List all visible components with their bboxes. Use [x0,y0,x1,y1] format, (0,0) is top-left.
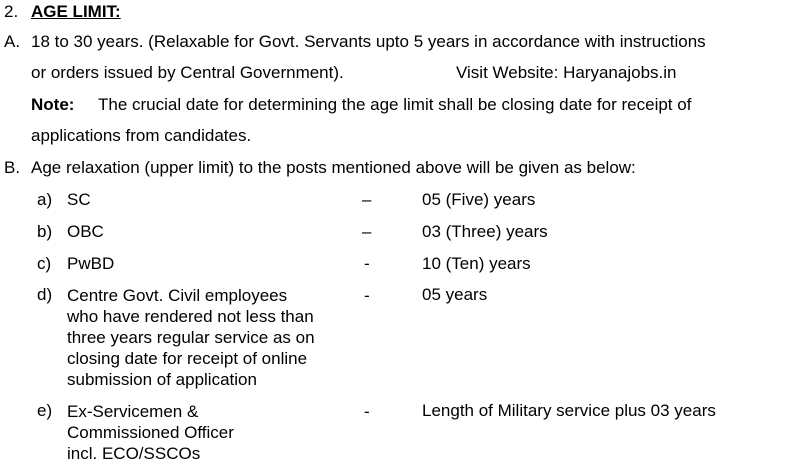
row-category-line: submission of application [67,370,257,389]
row-category-line: Centre Govt. Civil employees [67,286,288,305]
row-separator: – [362,190,372,209]
section-title: AGE LIMIT: [31,2,121,21]
section-number: 2. [4,2,19,21]
row-category: PwBD [67,254,115,273]
row-category: OBC [67,222,104,241]
row-relaxation: 03 (Three) years [422,222,548,241]
row-marker: d) [37,285,53,304]
row-marker: b) [37,222,53,241]
item-a-note-line2: applications from candidates. [31,126,252,145]
item-b-marker: B. [4,158,21,177]
row-marker: e) [37,401,53,420]
item-a-note-label: Note: [31,95,75,114]
item-a-marker: A. [4,32,21,51]
row-category-line: who have rendered not less than [67,307,314,326]
item-b-text: Age relaxation (upper limit) to the posts mentioned above will be given as below: [31,158,636,177]
row-category-line: three years regular service as on [67,328,315,347]
row-relaxation: Length of Military service plus 03 years [422,401,716,420]
row-relaxation: 05 (Five) years [422,190,536,209]
row-category-line: Ex-Servicemen & [67,402,199,421]
item-a-line1: 18 to 30 years. (Relaxable for Govt. Servants upto 5 years in accordance with instructions [31,32,706,51]
row-separator: - [364,254,370,273]
row-separator: – [362,222,372,241]
row-category-line: Commissioned Officer [67,423,234,442]
row-relaxation: 10 (Ten) years [422,254,531,273]
row-category-line: closing date for receipt of online [67,349,308,368]
row-category: SC [67,190,91,209]
row-marker: c) [37,254,52,273]
row-category-line: incl. ECO/SSCOs [67,444,201,463]
row-separator: - [364,402,370,421]
item-a-note-line1: The crucial date for determining the age limit shall be closing date for receipt of [98,95,692,114]
row-marker: a) [37,190,53,209]
item-a-line2: or orders issued by Central Government). [31,63,344,82]
row-relaxation: 05 years [422,285,488,304]
item-a-website: Visit Website: Haryanajobs.in [456,63,677,82]
row-separator: - [364,286,370,305]
